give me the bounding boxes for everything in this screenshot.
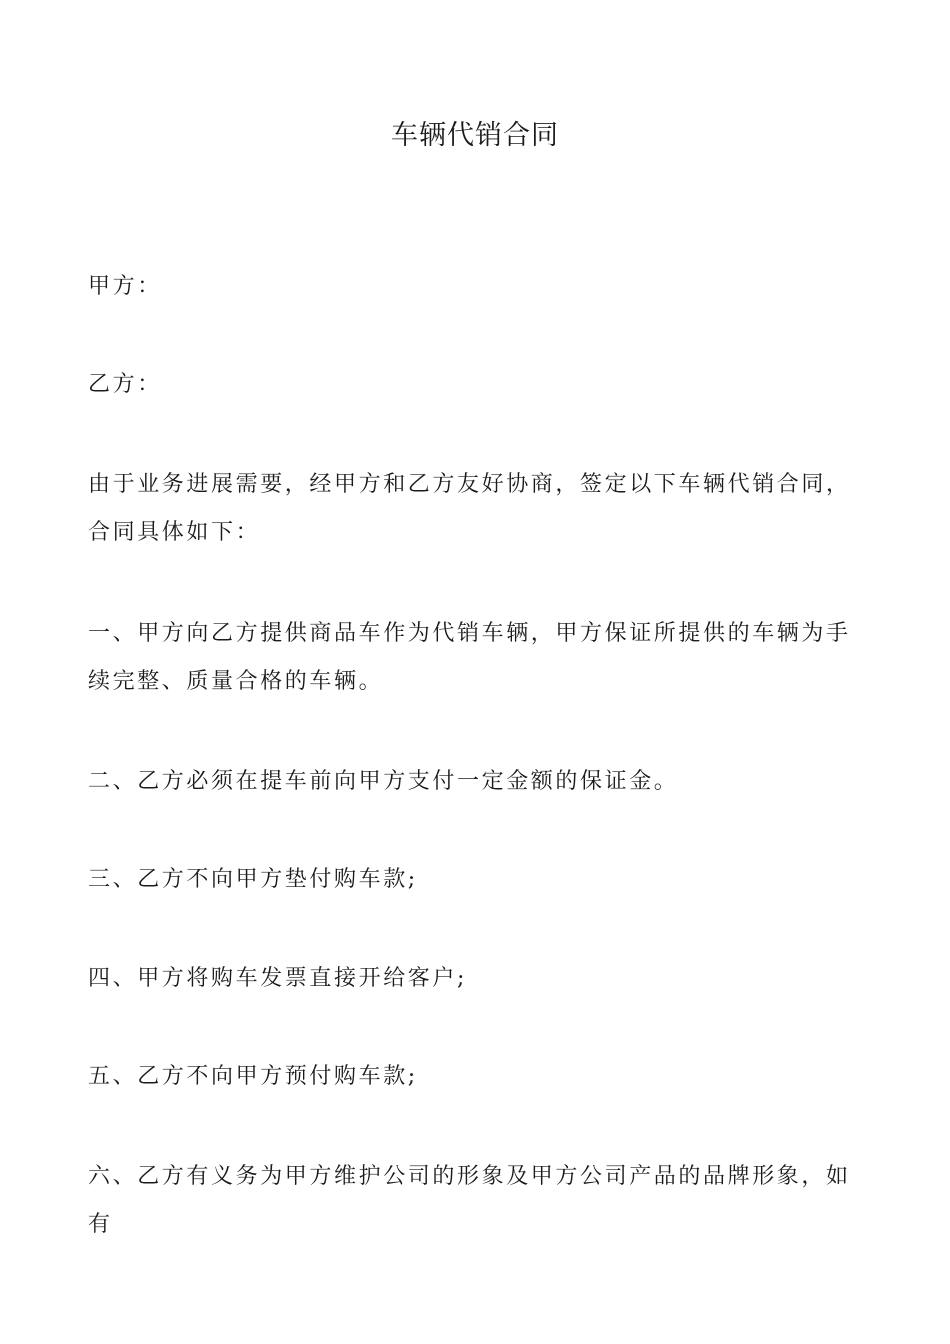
clause-6: 六、乙方有义务为甲方维护公司的形象及甲方公司产品的品牌形象，如有	[88, 1164, 851, 1237]
clause-5: 五、乙方不向甲方预付购车款;	[88, 1064, 418, 1089]
clause-2: 二、乙方必须在提车前向甲方支付一定金额的保证金。	[88, 769, 679, 794]
clause-1: 一、甲方向乙方提供商品车作为代销车辆，甲方保证所提供的车辆为手续完整、质量合格的车辆。	[88, 621, 851, 694]
clause-4: 四、甲方将购车发票直接开给客户;	[88, 966, 468, 991]
party-a-label: 甲方：	[88, 274, 162, 299]
document-title: 车辆代销合同	[391, 120, 559, 151]
party-b-label: 乙方：	[88, 372, 162, 397]
intro-paragraph: 由于业务进展需要，经甲方和乙方友好协商，签定以下车辆代销合同，合同具体如下：	[88, 472, 851, 545]
clause-3: 三、乙方不向甲方垫付购车款;	[88, 867, 418, 892]
